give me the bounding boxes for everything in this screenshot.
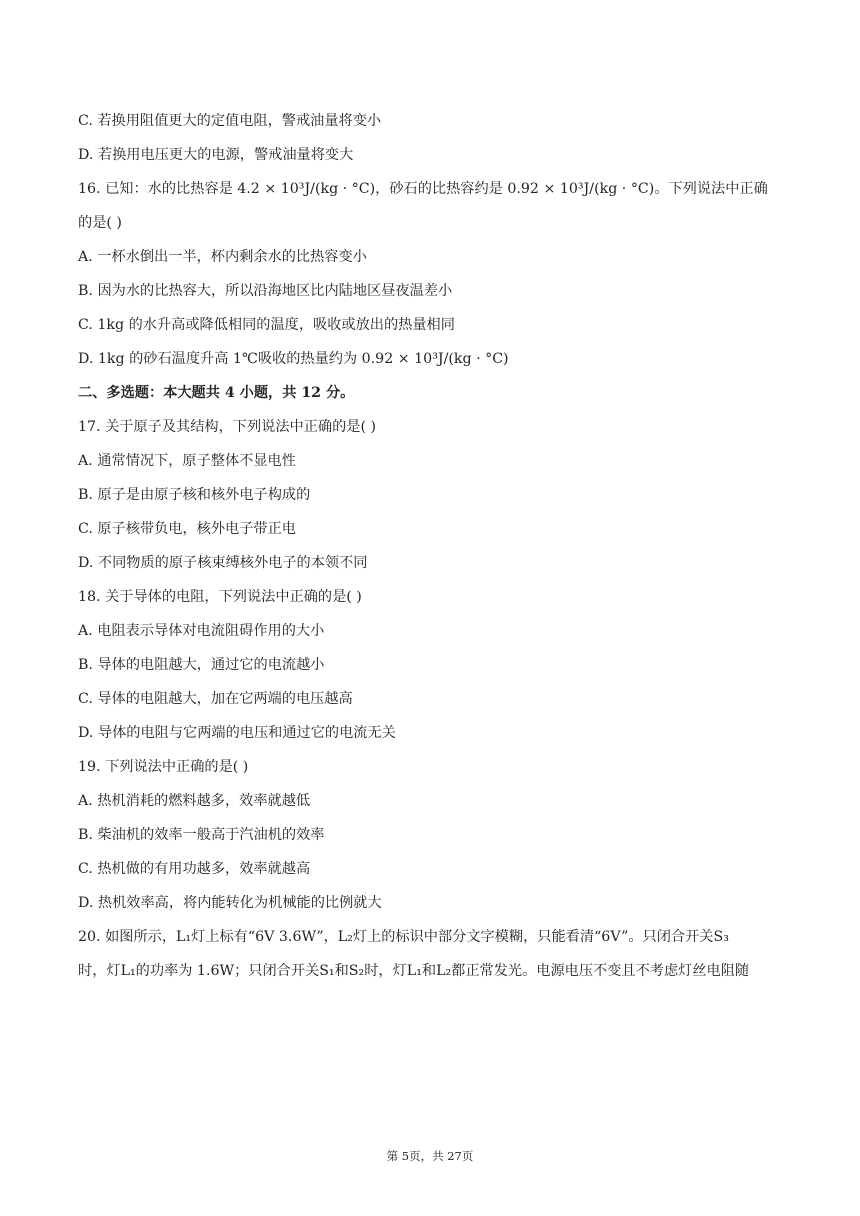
option-18b: B. 导体的电阻越大，通过它的电流越小 xyxy=(78,657,325,673)
question-20-stem: 20. 如图所示，L₁灯上标有“6V 3.6W”，L₂灯上的标识中部分文字模糊，只能看清“6V”。只闭合开关S₃ xyxy=(78,929,729,945)
question-17-stem: 17. 关于原子及其结构，下列说法中正确的是( ) xyxy=(78,419,377,435)
option-19a: A. 热机消耗的燃料越多，效率就越低 xyxy=(78,793,311,809)
option-16c: C. 1kg 的水升高或降低相同的温度，吸收或放出的热量相同 xyxy=(78,317,455,333)
question-16-stem: 16. 已知：水的比热容是 4.2 × 10³J/(kg · °C)，砂石的比热容约是 0.92 × 10³J/(kg · °C)。下列说法中正确 xyxy=(78,181,768,197)
page-footer: 第 5页，共 27页 xyxy=(386,1149,474,1163)
option-15c: C. 若换用阻值更大的定值电阻，警戒油量将变小 xyxy=(78,113,382,129)
option-17a: A. 通常情况下，原子整体不显电性 xyxy=(78,453,296,469)
question-19-stem: 19. 下列说法中正确的是( ) xyxy=(78,759,249,775)
option-18a: A. 电阻表示导体对电流阻碍作用的大小 xyxy=(78,623,325,639)
option-16a: A. 一杯水倒出一半，杯内剩余水的比热容变小 xyxy=(78,249,367,265)
option-18d: D. 导体的电阻与它两端的电压和通过它的电流无关 xyxy=(78,725,396,741)
question-20-stem-cont: 时，灯L₁的功率为 1.6W；只闭合开关S₁和S₂时，灯L₁和L₂都正常发光。电源电压不变且不考虑灯丝电阻随 xyxy=(78,963,750,979)
section-heading-multiple-choice: 二、多选题：本大题共 4 小题，共 12 分。 xyxy=(78,385,355,401)
option-19c: C. 热机做的有用功越多，效率就越高 xyxy=(78,861,311,877)
question-18-stem: 18. 关于导体的电阻，下列说法中正确的是( ) xyxy=(78,589,362,605)
option-19b: B. 柴油机的效率一般高于汽油机的效率 xyxy=(78,827,325,843)
option-17b: B. 原子是由原子核和核外电子构成的 xyxy=(78,487,311,503)
option-18c: C. 导体的电阻越大，加在它两端的电压越高 xyxy=(78,691,353,707)
option-16b: B. 因为水的比热容大，所以沿海地区比内陆地区昼夜温差小 xyxy=(78,283,453,299)
question-16-stem-cont: 的是( ) xyxy=(78,215,122,231)
option-16d: D. 1kg 的砂石温度升高 1℃吸收的热量约为 0.92 × 10³J/(kg · °C) xyxy=(78,351,509,367)
option-17c: C. 原子核带负电，核外电子带正电 xyxy=(78,521,296,537)
option-15d: D. 若换用电压更大的电源，警戒油量将变大 xyxy=(78,147,354,163)
option-19d: D. 热机效率高，将内能转化为机械能的比例就大 xyxy=(78,895,382,911)
option-17d: D. 不同物质的原子核束缚核外电子的本领不同 xyxy=(78,555,368,571)
